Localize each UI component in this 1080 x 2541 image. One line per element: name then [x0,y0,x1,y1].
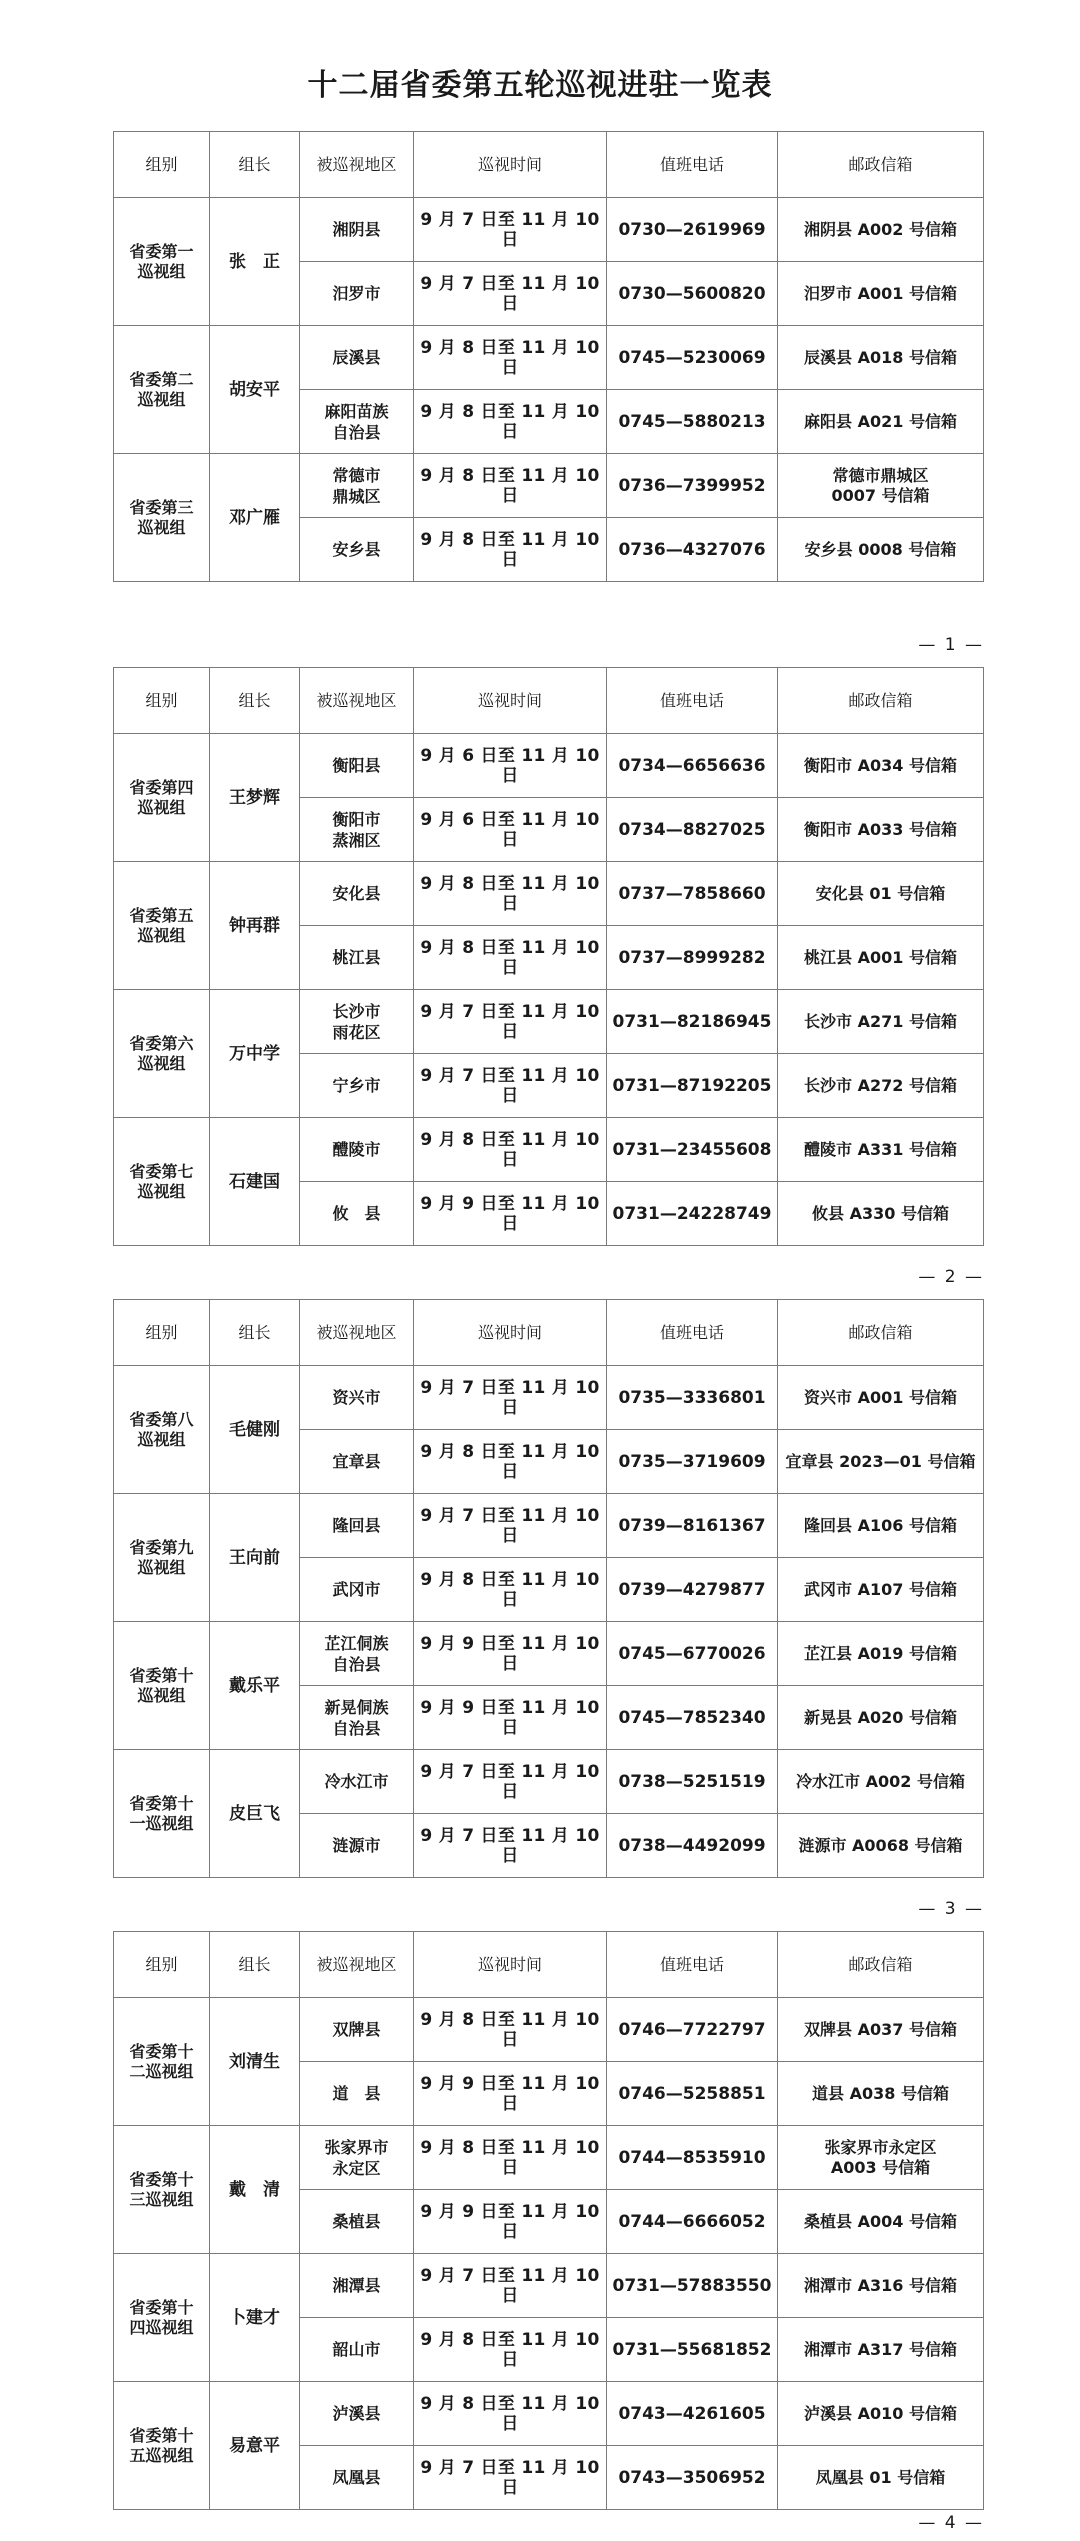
header-time: 巡视时间 [414,1300,607,1366]
group-name: 省委第七 巡视组 [114,1118,210,1246]
postal-mailbox: 双牌县 A037 号信箱 [778,1998,984,2062]
inspection-time: 9 月 7 日至 11 月 10 日 [414,262,607,326]
area-name: 长沙市 雨花区 [300,990,414,1054]
header-time: 巡视时间 [414,668,607,734]
duty-phone: 0734—8827025 [607,798,778,862]
page-number: — 2 — [918,1267,984,1287]
group-name: 省委第十 一巡视组 [114,1750,210,1878]
header-group: 组别 [114,668,210,734]
postal-mailbox: 湘潭市 A317 号信箱 [778,2318,984,2382]
duty-phone: 0731—87192205 [607,1054,778,1118]
postal-mailbox: 芷江县 A019 号信箱 [778,1622,984,1686]
page-number: — 3 — [918,1899,984,1919]
header-area: 被巡视地区 [300,668,414,734]
group-name: 省委第四 巡视组 [114,734,210,862]
inspection-time: 9 月 7 日至 11 月 10 日 [414,990,607,1054]
table-row [114,1998,984,2062]
group-name: 省委第一 巡视组 [114,198,210,326]
inspection-time: 9 月 7 日至 11 月 10 日 [414,1054,607,1118]
table-row [114,2382,984,2446]
table-row [114,734,984,798]
area-name: 武冈市 [300,1558,414,1622]
inspection-time: 9 月 6 日至 11 月 10 日 [414,734,607,798]
table-row [114,2254,984,2318]
table-row [114,1750,984,1814]
inspection-time: 9 月 8 日至 11 月 10 日 [414,1998,607,2062]
postal-mailbox: 麻阳县 A021 号信箱 [778,390,984,454]
area-name: 泸溪县 [300,2382,414,2446]
postal-mailbox: 常德市鼎城区 0007 号信箱 [778,454,984,518]
postal-mailbox: 道县 A038 号信箱 [778,2062,984,2126]
duty-phone: 0736—7399952 [607,454,778,518]
inspection-time: 9 月 8 日至 11 月 10 日 [414,390,607,454]
inspection-table-page-3 [113,1299,984,1878]
postal-mailbox: 长沙市 A272 号信箱 [778,1054,984,1118]
inspection-time: 9 月 8 日至 11 月 10 日 [414,2382,607,2446]
inspection-time: 9 月 7 日至 11 月 10 日 [414,2446,607,2510]
area-name: 凤凰县 [300,2446,414,2510]
duty-phone: 0745—6770026 [607,1622,778,1686]
leader-name: 万中学 [210,990,300,1118]
leader-name: 王梦辉 [210,734,300,862]
duty-phone: 0739—4279877 [607,1558,778,1622]
area-name: 韶山市 [300,2318,414,2382]
postal-mailbox: 新晃县 A020 号信箱 [778,1686,984,1750]
page-number: — 4 — [918,2513,984,2533]
header-leader: 组长 [210,1300,300,1366]
area-name: 涟源市 [300,1814,414,1878]
postal-mailbox: 涟源市 A0068 号信箱 [778,1814,984,1878]
inspection-time: 9 月 9 日至 11 月 10 日 [414,1686,607,1750]
group-name: 省委第二 巡视组 [114,326,210,454]
postal-mailbox: 隆回县 A106 号信箱 [778,1494,984,1558]
area-name: 道 县 [300,2062,414,2126]
area-name: 隆回县 [300,1494,414,1558]
leader-name: 戴 清 [210,2126,300,2254]
inspection-table-page-4 [113,1931,984,2510]
table-row [114,990,984,1054]
duty-phone: 0736—4327076 [607,518,778,582]
inspection-time: 9 月 6 日至 11 月 10 日 [414,798,607,862]
table-row [114,2126,984,2190]
table-header-row [114,668,984,734]
area-name: 安乡县 [300,518,414,582]
table-row [114,1622,984,1686]
header-leader: 组长 [210,132,300,198]
document-title: 十二届省委第五轮巡视进驻一览表 [307,68,773,103]
group-name: 省委第十 四巡视组 [114,2254,210,2382]
area-name: 麻阳苗族 自治县 [300,390,414,454]
page-number: — 1 — [918,635,984,655]
header-phone: 值班电话 [607,1932,778,1998]
area-name: 衡阳市 蒸湘区 [300,798,414,862]
inspection-time: 9 月 8 日至 11 月 10 日 [414,1118,607,1182]
header-area: 被巡视地区 [300,1932,414,1998]
postal-mailbox: 冷水江市 A002 号信箱 [778,1750,984,1814]
header-mailbox: 邮政信箱 [778,132,984,198]
group-name: 省委第十 二巡视组 [114,1998,210,2126]
inspection-time: 9 月 8 日至 11 月 10 日 [414,926,607,990]
area-name: 新晃侗族 自治县 [300,1686,414,1750]
leader-name: 王向前 [210,1494,300,1622]
header-area: 被巡视地区 [300,1300,414,1366]
leader-name: 邓广雁 [210,454,300,582]
inspection-time: 9 月 8 日至 11 月 10 日 [414,862,607,926]
area-name: 安化县 [300,862,414,926]
inspection-time: 9 月 8 日至 11 月 10 日 [414,1558,607,1622]
duty-phone: 0746—5258851 [607,2062,778,2126]
header-mailbox: 邮政信箱 [778,668,984,734]
postal-mailbox: 凤凰县 01 号信箱 [778,2446,984,2510]
duty-phone: 0735—3719609 [607,1430,778,1494]
inspection-time: 9 月 7 日至 11 月 10 日 [414,1750,607,1814]
header-area: 被巡视地区 [300,132,414,198]
header-group: 组别 [114,132,210,198]
header-mailbox: 邮政信箱 [778,1300,984,1366]
postal-mailbox: 桃江县 A001 号信箱 [778,926,984,990]
area-name: 湘潭县 [300,2254,414,2318]
area-name: 资兴市 [300,1366,414,1430]
header-leader: 组长 [210,668,300,734]
postal-mailbox: 衡阳市 A034 号信箱 [778,734,984,798]
postal-mailbox: 张家界市永定区 A003 号信箱 [778,2126,984,2190]
table-row [114,1494,984,1558]
group-name: 省委第十 五巡视组 [114,2382,210,2510]
area-name: 醴陵市 [300,1118,414,1182]
leader-name: 卜建才 [210,2254,300,2382]
group-name: 省委第九 巡视组 [114,1494,210,1622]
inspection-time: 9 月 8 日至 11 月 10 日 [414,518,607,582]
header-mailbox: 邮政信箱 [778,1932,984,1998]
table-row [114,1366,984,1430]
postal-mailbox: 宜章县 2023—01 号信箱 [778,1430,984,1494]
duty-phone: 0737—8999282 [607,926,778,990]
duty-phone: 0731—57883550 [607,2254,778,2318]
postal-mailbox: 武冈市 A107 号信箱 [778,1558,984,1622]
inspection-time: 9 月 9 日至 11 月 10 日 [414,2062,607,2126]
postal-mailbox: 桑植县 A004 号信箱 [778,2190,984,2254]
duty-phone: 0738—5251519 [607,1750,778,1814]
duty-phone: 0735—3336801 [607,1366,778,1430]
leader-name: 刘清生 [210,1998,300,2126]
area-name: 桑植县 [300,2190,414,2254]
inspection-time: 9 月 8 日至 11 月 10 日 [414,326,607,390]
duty-phone: 0745—7852340 [607,1686,778,1750]
inspection-time: 9 月 9 日至 11 月 10 日 [414,1622,607,1686]
postal-mailbox: 攸县 A330 号信箱 [778,1182,984,1246]
table-row [114,862,984,926]
area-name: 冷水江市 [300,1750,414,1814]
duty-phone: 0743—4261605 [607,2382,778,2446]
inspection-time: 9 月 7 日至 11 月 10 日 [414,198,607,262]
postal-mailbox: 湘阴县 A002 号信箱 [778,198,984,262]
leader-name: 钟再群 [210,862,300,990]
duty-phone: 0730—2619969 [607,198,778,262]
postal-mailbox: 醴陵市 A331 号信箱 [778,1118,984,1182]
leader-name: 张 正 [210,198,300,326]
table-header-row [114,132,984,198]
area-name: 桃江县 [300,926,414,990]
duty-phone: 0731—23455608 [607,1118,778,1182]
leader-name: 石建国 [210,1118,300,1246]
header-time: 巡视时间 [414,1932,607,1998]
duty-phone: 0731—24228749 [607,1182,778,1246]
postal-mailbox: 泸溪县 A010 号信箱 [778,2382,984,2446]
area-name: 双牌县 [300,1998,414,2062]
duty-phone: 0745—5230069 [607,326,778,390]
table-row [114,198,984,262]
leader-name: 戴乐平 [210,1622,300,1750]
leader-name: 胡安平 [210,326,300,454]
inspection-time: 9 月 7 日至 11 月 10 日 [414,2254,607,2318]
duty-phone: 0745—5880213 [607,390,778,454]
area-name: 常德市 鼎城区 [300,454,414,518]
inspection-time: 9 月 8 日至 11 月 10 日 [414,454,607,518]
area-name: 衡阳县 [300,734,414,798]
header-phone: 值班电话 [607,668,778,734]
table-row [114,1118,984,1182]
leader-name: 毛健刚 [210,1366,300,1494]
area-name: 宁乡市 [300,1054,414,1118]
group-name: 省委第十 三巡视组 [114,2126,210,2254]
table-row [114,326,984,390]
postal-mailbox: 安化县 01 号信箱 [778,862,984,926]
area-name: 芷江侗族 自治县 [300,1622,414,1686]
duty-phone: 0737—7858660 [607,862,778,926]
group-name: 省委第三 巡视组 [114,454,210,582]
leader-name: 易意平 [210,2382,300,2510]
inspection-time: 9 月 8 日至 11 月 10 日 [414,1430,607,1494]
inspection-time: 9 月 9 日至 11 月 10 日 [414,1182,607,1246]
inspection-time: 9 月 9 日至 11 月 10 日 [414,2190,607,2254]
postal-mailbox: 汨罗市 A001 号信箱 [778,262,984,326]
header-time: 巡视时间 [414,132,607,198]
header-group: 组别 [114,1300,210,1366]
area-name: 湘阴县 [300,198,414,262]
table-row [114,454,984,518]
inspection-time: 9 月 7 日至 11 月 10 日 [414,1366,607,1430]
area-name: 汨罗市 [300,262,414,326]
area-name: 攸 县 [300,1182,414,1246]
duty-phone: 0734—6656636 [607,734,778,798]
area-name: 张家界市 永定区 [300,2126,414,2190]
inspection-table-page-2 [113,667,984,1246]
header-leader: 组长 [210,1932,300,1998]
postal-mailbox: 长沙市 A271 号信箱 [778,990,984,1054]
duty-phone: 0730—5600820 [607,262,778,326]
duty-phone: 0739—8161367 [607,1494,778,1558]
postal-mailbox: 安乡县 0008 号信箱 [778,518,984,582]
inspection-time: 9 月 7 日至 11 月 10 日 [414,1814,607,1878]
area-name: 辰溪县 [300,326,414,390]
header-phone: 值班电话 [607,132,778,198]
group-name: 省委第十 巡视组 [114,1622,210,1750]
duty-phone: 0743—3506952 [607,2446,778,2510]
area-name: 宜章县 [300,1430,414,1494]
group-name: 省委第五 巡视组 [114,862,210,990]
leader-name: 皮巨飞 [210,1750,300,1878]
duty-phone: 0744—8535910 [607,2126,778,2190]
header-group: 组别 [114,1932,210,1998]
group-name: 省委第八 巡视组 [114,1366,210,1494]
table-header-row [114,1300,984,1366]
inspection-time: 9 月 7 日至 11 月 10 日 [414,1494,607,1558]
inspection-time: 9 月 8 日至 11 月 10 日 [414,2318,607,2382]
duty-phone: 0738—4492099 [607,1814,778,1878]
inspection-table-page-1 [113,131,984,582]
postal-mailbox: 资兴市 A001 号信箱 [778,1366,984,1430]
postal-mailbox: 衡阳市 A033 号信箱 [778,798,984,862]
group-name: 省委第六 巡视组 [114,990,210,1118]
duty-phone: 0746—7722797 [607,1998,778,2062]
header-phone: 值班电话 [607,1300,778,1366]
duty-phone: 0731—55681852 [607,2318,778,2382]
inspection-time: 9 月 8 日至 11 月 10 日 [414,2126,607,2190]
duty-phone: 0731—82186945 [607,990,778,1054]
table-header-row [114,1932,984,1998]
duty-phone: 0744—6666052 [607,2190,778,2254]
postal-mailbox: 湘潭市 A316 号信箱 [778,2254,984,2318]
postal-mailbox: 辰溪县 A018 号信箱 [778,326,984,390]
